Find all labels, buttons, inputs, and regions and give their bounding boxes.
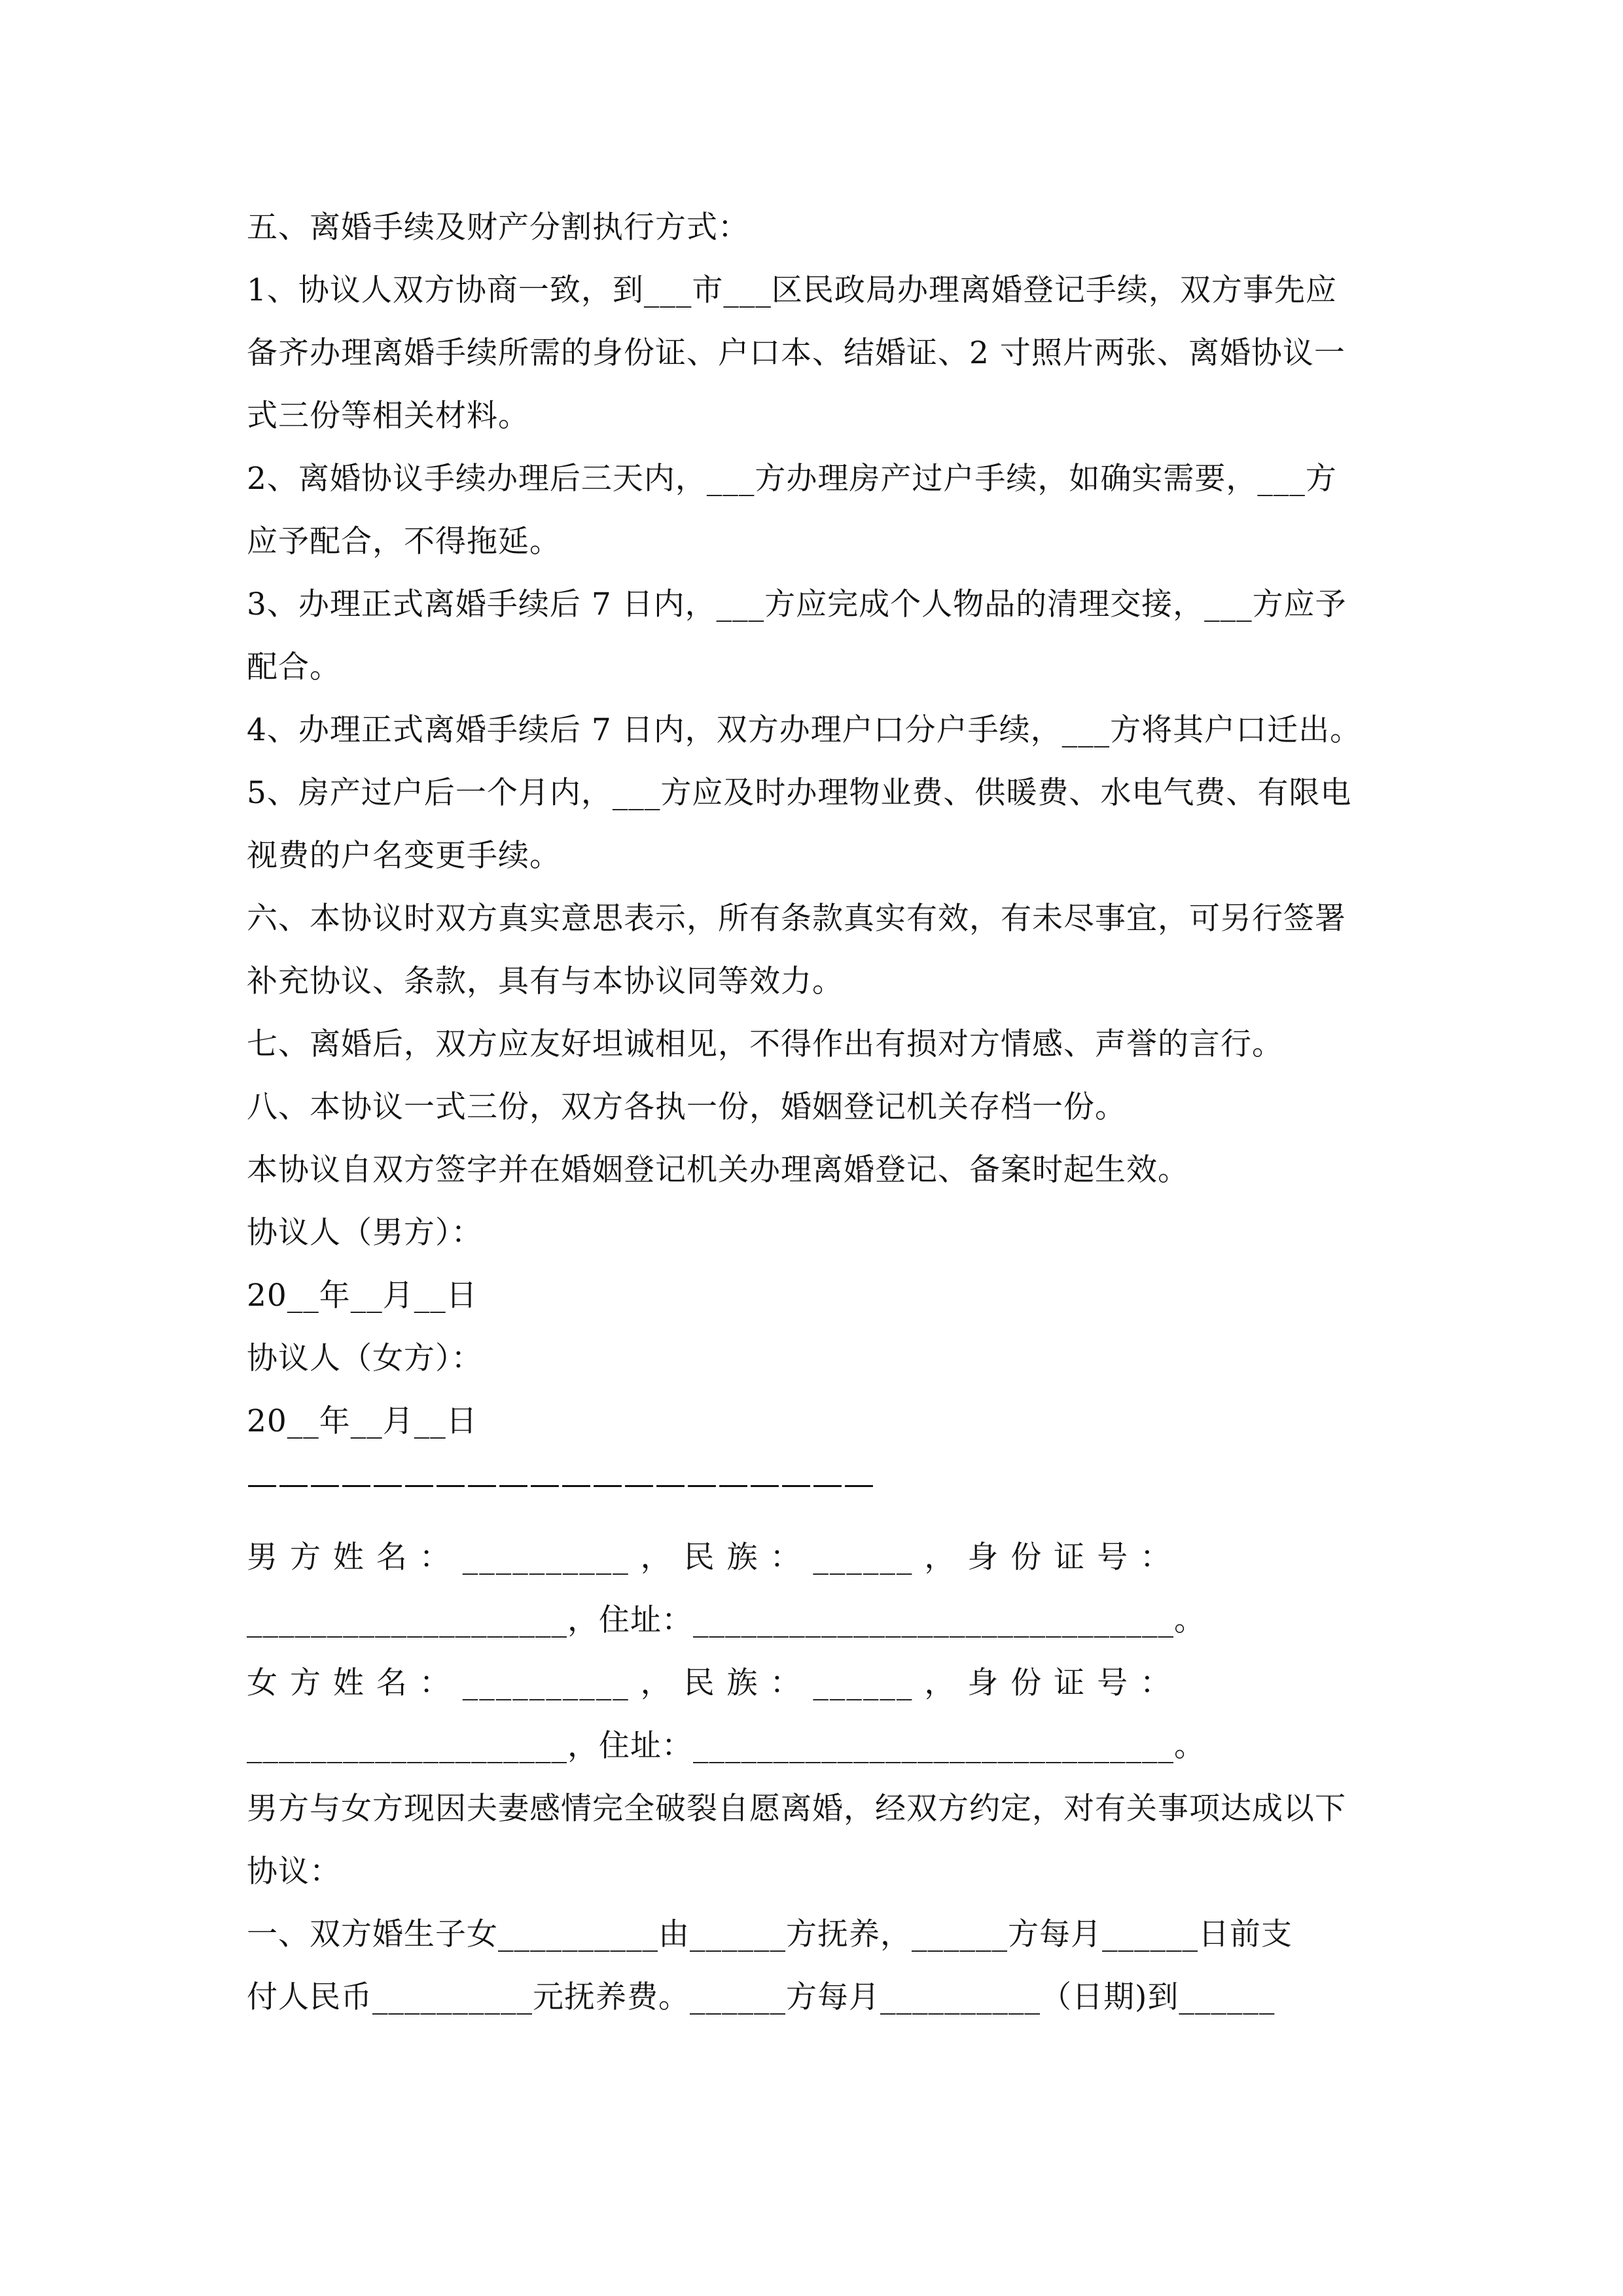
signatory-female-date: 20__年__月__日 xyxy=(247,1403,478,1439)
agreement-intro-line-1: 男方与女方现因夫妻感情完全破裂自愿离婚，经双方约定，对有关事项达成以下 xyxy=(247,1791,1346,1827)
female-info-line-2: ____________________，住址：______________________________。 xyxy=(247,1728,1205,1764)
clause-5-4: 4、办理正式离婚手续后 7 日内，双方办理户口分户手续，___方将其户口迁出。 xyxy=(247,712,1362,748)
clause-5-3-line-2: 配合。 xyxy=(247,649,341,685)
male-info-line-1: 男 方 姓 名 ： __________ ， 民 族 ： ______ ， 身 份 证 号 ： xyxy=(247,1539,1173,1575)
clause-5-2-line-2: 应予配合，不得拖延。 xyxy=(247,524,561,560)
female-info-line-1: 女 方 姓 名 ： __________ ， 民 族 ： ______ ， 身 份 证 号 ： xyxy=(247,1665,1173,1701)
male-info-line-2: ____________________，住址：______________________________。 xyxy=(247,1602,1205,1638)
clause-5-5-line-1: 5、房产过户后一个月内，___方应及时办理物业费、供暖费、水电气费、有限电 xyxy=(247,775,1352,811)
section-5-heading: 五、离婚手续及财产分割执行方式： xyxy=(247,209,749,245)
effective-clause: 本协议自双方签字并在婚姻登记机关办理离婚登记、备案时起生效。 xyxy=(247,1152,1189,1188)
section-6-line-1: 六、本协议时双方真实意思表示，所有条款真实有效，有未尽事宜，可另行签署 xyxy=(247,901,1346,937)
section-7: 七、离婚后，双方应友好坦诚相见，不得作出有损对方情感、声誉的言行。 xyxy=(247,1026,1283,1062)
signatory-female: 协议人（女方）： xyxy=(247,1340,483,1376)
clause-5-5-line-2: 视费的户名变更手续。 xyxy=(247,838,561,874)
signatory-male-date: 20__年__月__日 xyxy=(247,1278,478,1314)
section-divider: ———————————————————— xyxy=(247,1466,875,1502)
signatory-male: 协议人（男方）： xyxy=(247,1215,483,1251)
section-8: 八、本协议一式三份，双方各执一份，婚姻登记机关存档一份。 xyxy=(247,1089,1126,1125)
clause-5-1-line-3: 式三份等相关材料。 xyxy=(247,398,529,434)
clause-5-1-line-1: 1、协议人双方协商一致，到___市___区民政局办理离婚登记手续，双方事先应 xyxy=(247,272,1337,308)
clause-5-2-line-1: 2、离婚协议手续办理后三天内，___方办理房产过户手续，如确实需要，___方 xyxy=(247,461,1337,497)
clause-5-3-line-1: 3、办理正式离婚手续后 7 日内，___方应完成个人物品的清理交接，___方应予 xyxy=(247,586,1347,622)
agreement-intro-line-2: 协议： xyxy=(247,1854,341,1890)
child-custody-line-2: 付人民币__________元抚养费。______方每月__________（日期)到______ xyxy=(247,1979,1275,2015)
child-custody-line-1: 一、双方婚生子女__________由______方抚养，______方每月______日前支 xyxy=(247,1916,1293,1952)
clause-5-1-line-2: 备齐办理离婚手续所需的身份证、户口本、结婚证、2 寸照片两张、离婚协议一 xyxy=(247,335,1346,371)
section-6-line-2: 补充协议、条款，具有与本协议同等效力。 xyxy=(247,963,844,999)
